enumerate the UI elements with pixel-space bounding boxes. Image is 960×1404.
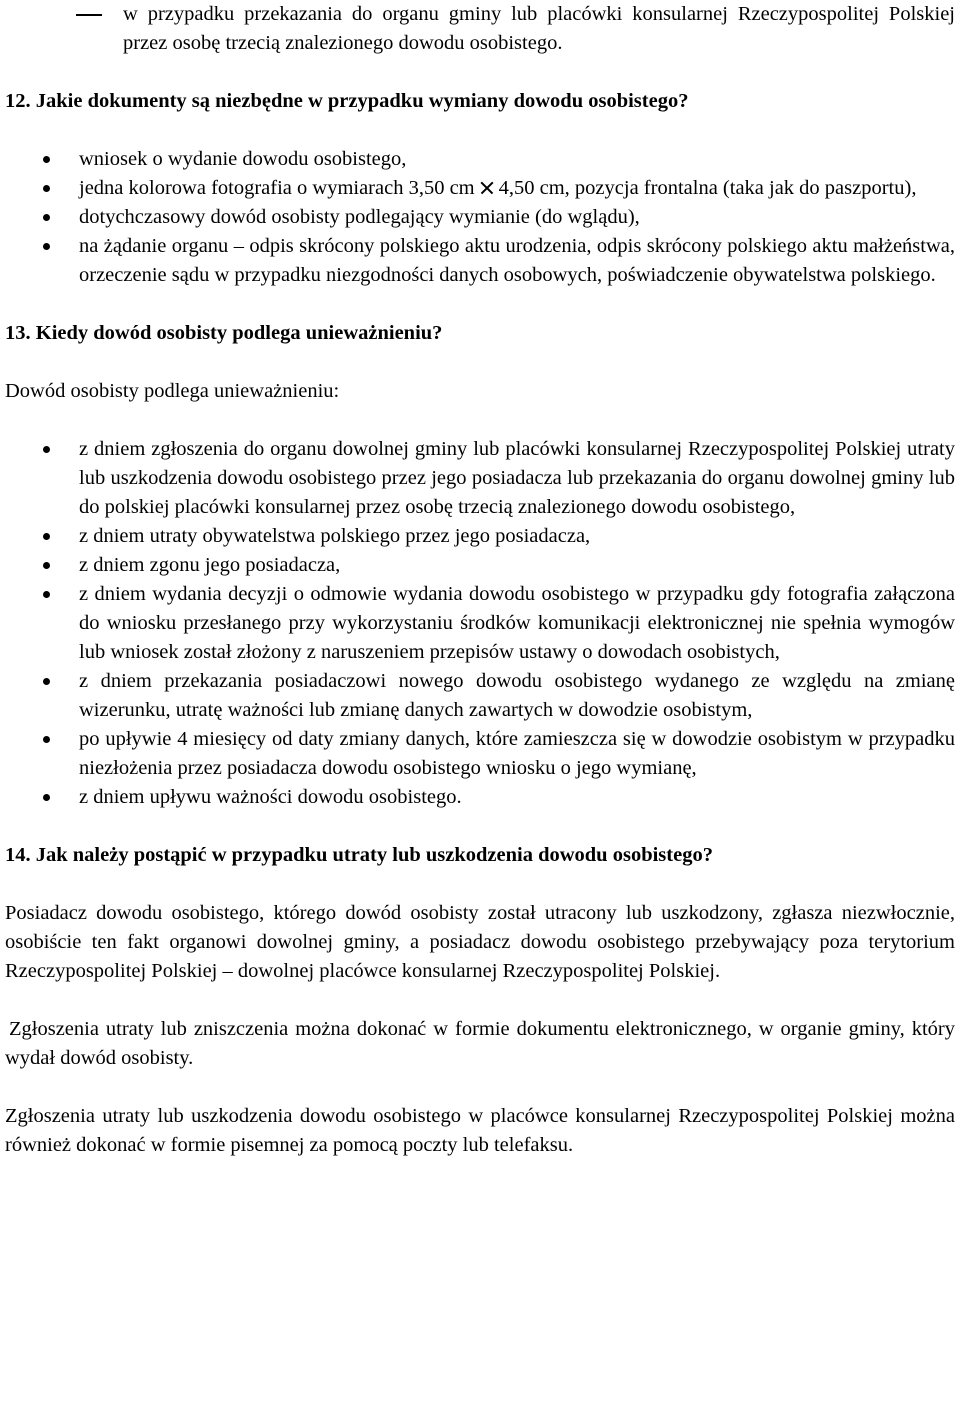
section-12-heading: 12. Jakie dokumenty są niezbędne w przypadku wymiany dowodu osobistego? [5,90,689,112]
dash-list-item [5,0,955,58]
bullet-icon [43,533,50,540]
bullet-icon [43,562,50,569]
list-item [5,435,955,522]
list-item [5,725,955,783]
list-item [5,522,955,551]
list-item-text: 4,50 cm, pozycja frontalna (taka jak do paszportu), [498,177,917,199]
list-item-text: z dniem utraty obywatelstwa polskiego przez jego posiadacza, [79,525,591,547]
intro-text: w przypadku przekazania do organu gminy lub placówki konsularnej Rzeczypospolitej Polskiej przez osobę trzecią znalezionego dowodu osobistego. [123,3,955,54]
bullet-icon [43,736,50,743]
list-item-text: po upływie 4 miesięcy od daty zmiany danych, które zamieszcza się w dowodzie osobistym w przypadku niezłożenia przez posiadacza dowodu osobistego wniosku o jego wymianę, [79,728,955,779]
list-item-text: jedna kolorowa fotografia o wymiarach 3,50 cm [79,177,475,199]
section-14-paragraph-3: Zgłoszenia utraty lub uszkodzenia dowodu osobistego w placówce konsularnej Rzeczypospolitej Polskiej można również dokonać w formie pisemnej za pomocą poczty lub telefaksu. [5,1105,955,1156]
list-item [5,174,955,203]
bullet-icon [43,678,50,685]
dash-bullet-icon [76,0,102,29]
bullet-icon [43,794,50,801]
section-14-paragraph-2: Zgłoszenia utraty lub zniszczenia można dokonać w formie dokumentu elektronicznego, w organie gminy, który wydał dowód osobisty. [5,1018,955,1069]
section-13-lead: Dowód osobisty podlega unieważnieniu: [5,380,340,402]
list-item [5,667,955,725]
section-13-list [5,435,955,812]
bullet-icon [43,214,50,221]
section-13-heading: 13. Kiedy dowód osobisty podlega unieważnieniu? [5,322,443,344]
list-item-text: na żądanie organu – odpis skrócony polskiego aktu urodzenia, odpis skrócony polskiego aktu małżeństwa, orzeczenie sądu w przypadku niezgodności danych osobowych, poświadczenie obywatelstwa polskiego. [79,235,955,286]
list-item-text: wniosek o wydanie dowodu osobistego, [79,148,407,170]
section-14-paragraph-1: Posiadacz dowodu osobistego, którego dowód osobisty został utracony lub uszkodzony, zgłasza niezwłocznie, osobiście ten fakt organowi dowolnej gminy, a posiadacz dowodu osobistego przebywający poza terytorium Rzeczypospolitej Polskiej – dowolnej placówce konsularnej Rzeczypospolitej Polskiej. [5,902,955,982]
list-item-text: z dniem wydania decyzji o odmowie wydania dowodu osobistego w przypadku gdy fotografia załączona do wniosku przesłanego przy wykorzystaniu środków komunikacji elektronicznej nie spełnia wymogów lub wniosek został złożony z naruszeniem przepisów ustawy o dowodach osobistych, [79,583,955,663]
list-item [5,145,955,174]
list-item [5,783,955,812]
bullet-icon [43,446,50,453]
multiplication-sign-icon [480,181,494,195]
list-item-text: z dniem przekazania posiadaczowi nowego dowodu osobistego wydanego ze względu na zmianę wizerunku, utratę ważności lub zmianę danych zawartych w dowodzie osobistym, [79,670,955,721]
section-14-heading: 14. Jak należy postąpić w przypadku utraty lub uszkodzenia dowodu osobistego? [5,844,713,866]
bullet-icon [43,591,50,598]
list-item-text: dotychczasowy dowód osobisty podlegający wymianie (do wglądu), [79,206,640,228]
list-item [5,551,955,580]
bullet-icon [43,156,50,163]
list-item [5,232,955,290]
bullet-icon [43,243,50,250]
bullet-icon [43,185,50,192]
section-12-list [5,145,955,290]
list-item [5,580,955,667]
list-item-text: z dniem upływu ważności dowodu osobistego. [79,786,462,808]
list-item-text: z dniem zgonu jego posiadacza, [79,554,341,576]
list-item-text: z dniem zgłoszenia do organu dowolnej gminy lub placówki konsularnej Rzeczypospolitej Polskiej utraty lub uszkodzenia dowodu osobistego przez jego posiadacza lub przekazania do organu dowolnej gminy lub do polskiej placówki konsularnej przez osobę trzecią znalezionego dowodu osobistego, [79,438,955,518]
document-page [5,0,955,1160]
list-item [5,203,955,232]
